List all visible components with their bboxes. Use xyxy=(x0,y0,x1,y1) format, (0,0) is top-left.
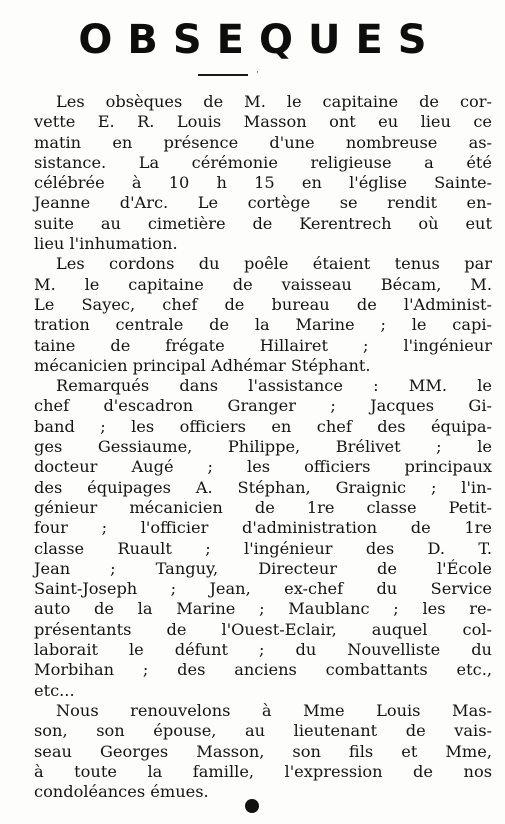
text-line: Le Sayec, chef de bureau de l'Administ- xyxy=(34,294,492,314)
text-line: auto de la Marine ; Maublanc ; les re- xyxy=(34,599,492,619)
text-line: Remarqués dans l'assistance : MM. le xyxy=(56,376,492,396)
text-line: seau Georges Masson, son fils et Mme, xyxy=(34,741,492,761)
paragraph-attendees xyxy=(12,376,492,701)
text-line: four ; l'officier d'administration de 1re xyxy=(34,518,492,538)
paragraph-condolences xyxy=(12,701,492,802)
paragraph-pallbearers xyxy=(12,254,492,376)
paragraph-funeral xyxy=(12,92,492,254)
text-line: présentants de l'Ouest-Eclair, auquel col- xyxy=(34,619,492,639)
text-line: génieur mécanicien de 1re classe Petit- xyxy=(34,497,492,517)
text-line: classe Ruault ; l'ingénieur des D. T. xyxy=(34,538,492,558)
text-line: ges Gessiaume, Philippe, Brélivet ; le xyxy=(34,437,492,457)
text-line: matin en présence d'une nombreuse as- xyxy=(34,132,492,152)
text-line: sistance. La cérémonie religieuse a été xyxy=(34,152,492,172)
text-line: lieu l'inhumation. xyxy=(34,234,178,254)
text-line: Les obsèques de M. le capitaine de cor- xyxy=(56,92,492,111)
text-line: mécanicien principal Adhémar Stéphant. xyxy=(34,355,371,375)
text-line: docteur Augé ; les officiers principaux xyxy=(34,457,492,477)
text-line: Jeanne d'Arc. Le cortège se rendit en- xyxy=(34,193,492,213)
text-line: tration centrale de la Marine ; le capi- xyxy=(34,315,492,335)
text-line: condoléances émues. xyxy=(34,782,209,802)
article-title: OBSEQUES xyxy=(78,17,442,63)
title-divider xyxy=(198,74,248,76)
text-line: suite au cimetière de Kerentrech où eut xyxy=(34,213,492,233)
text-line: Morbihan ; des anciens combattants etc., xyxy=(34,660,492,680)
text-line: taine de frégate Hillairet ; l'ingénieur xyxy=(34,335,492,355)
text-line: M. le capitaine de vaisseau Bécam, M. xyxy=(34,274,492,294)
end-of-article-mark xyxy=(245,799,259,813)
divider-ornament: · xyxy=(256,68,259,78)
text-line: chef d'escadron Granger ; Jacques Gi- xyxy=(34,396,492,416)
text-line: Les cordons du poêle étaient tenus par xyxy=(56,254,492,274)
text-line: son, son épouse, au lieutenant de vais- xyxy=(34,721,492,741)
text-line: des équipages A. Stéphan, Graignic ; l'in- xyxy=(34,477,492,497)
text-line: band ; les officiers en chef des équipa- xyxy=(34,416,492,436)
text-line: etc... xyxy=(34,680,75,700)
text-line: célébrée à 10 h 15 en l'église Sainte- xyxy=(34,173,492,193)
text-line: vette E. R. Louis Masson ont eu lieu ce xyxy=(34,112,492,132)
text-line: Jean ; Tanguy, Directeur de l'École xyxy=(34,558,492,578)
text-line: Nous renouvelons à Mme Louis Mas- xyxy=(56,700,492,720)
text-line: à toute la famille, l'expression de nos xyxy=(34,761,492,781)
article-body xyxy=(12,92,492,802)
text-line: Saint-Joseph ; Jean, ex-chef du Service xyxy=(34,579,492,599)
text-line: laborait le défunt ; du Nouvelliste du xyxy=(34,640,492,660)
